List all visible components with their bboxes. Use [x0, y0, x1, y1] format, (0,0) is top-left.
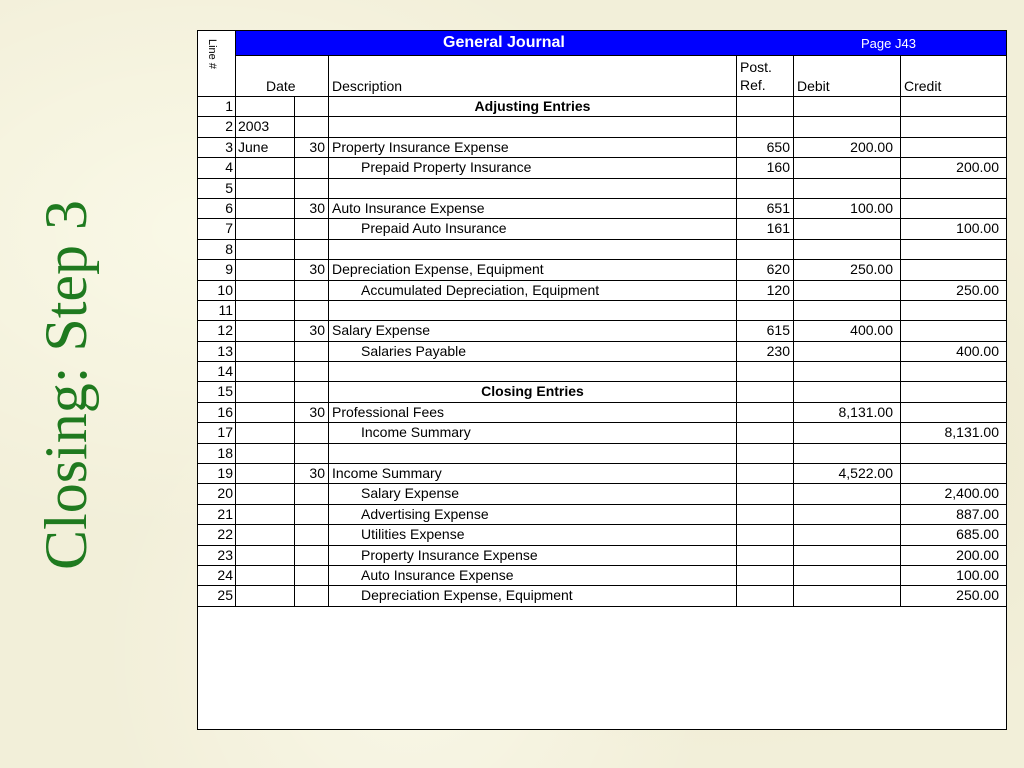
line-number-cell: 23	[198, 546, 236, 565]
credit-cell	[901, 362, 1006, 381]
description-cell: Property Insurance Expense	[329, 138, 737, 157]
journal-row	[198, 423, 1006, 443]
line-number-cell: 6	[198, 199, 236, 218]
journal-row	[198, 199, 1006, 219]
credit-cell: 100.00	[956, 566, 999, 583]
description-cell: Auto Insurance Expense	[329, 566, 737, 585]
date-header	[236, 56, 329, 96]
debit-cell	[794, 342, 901, 361]
post-ref-cell	[737, 403, 794, 422]
credit-cell	[901, 301, 1006, 320]
journal-row	[198, 566, 1006, 586]
day-cell	[295, 382, 329, 401]
line-number-cell: 16	[198, 403, 236, 422]
day-cell	[295, 179, 329, 198]
month-cell	[236, 566, 295, 585]
post-ref-cell	[737, 444, 794, 463]
post-ref-cell: 120	[737, 281, 794, 300]
description-cell: Prepaid Property Insurance	[329, 158, 737, 177]
line-number-cell: 15	[198, 382, 236, 401]
credit-cell	[901, 138, 1006, 157]
post-ref-cell	[737, 484, 794, 503]
credit-cell	[901, 260, 1006, 279]
month-cell	[236, 199, 295, 218]
debit-cell	[794, 219, 901, 238]
line-number-cell: 19	[198, 464, 236, 483]
debit-cell: 200.00	[794, 138, 901, 157]
credit-cell: 200.00	[956, 546, 999, 563]
day-cell: 30	[295, 199, 329, 218]
debit-cell	[794, 281, 901, 300]
post-ref-cell	[737, 546, 794, 565]
line-number-cell: 5	[198, 179, 236, 198]
description-cell: Professional Fees	[329, 403, 737, 422]
month-cell	[236, 403, 295, 422]
line-number-cell: 8	[198, 240, 236, 259]
day-cell: 30	[295, 138, 329, 157]
description-cell	[329, 301, 737, 320]
journal-row	[198, 382, 1006, 402]
line-number-cell: 25	[198, 586, 236, 605]
journal-row	[198, 179, 1006, 199]
credit-cell: 250.00	[956, 281, 999, 298]
description-cell	[329, 444, 737, 463]
line-number-cell: 14	[198, 362, 236, 381]
post-ref-header	[737, 56, 794, 96]
post-ref-cell: 160	[737, 158, 794, 177]
month-cell	[236, 382, 295, 401]
month-cell	[236, 281, 295, 300]
credit-cell: 100.00	[956, 220, 999, 237]
month-cell	[236, 505, 295, 524]
post-ref-cell	[737, 362, 794, 381]
post-ref-cell	[737, 117, 794, 136]
line-number-header-label: Line #	[206, 39, 218, 69]
slide-title: Closing: Step 3	[33, 199, 99, 570]
debit-cell	[794, 423, 901, 442]
credit-cell: 2,400.00	[944, 485, 999, 502]
month-cell	[236, 464, 295, 483]
description-cell	[329, 240, 737, 259]
journal-page: Page J43	[861, 36, 916, 51]
month-cell	[236, 444, 295, 463]
credit-cell	[901, 321, 1006, 340]
month-cell	[236, 158, 295, 177]
journal-row	[198, 240, 1006, 260]
line-number-cell: 22	[198, 525, 236, 544]
line-number-cell: 11	[198, 301, 236, 320]
line-number-cell: 12	[198, 321, 236, 340]
month-cell	[236, 260, 295, 279]
journal-row	[198, 362, 1006, 382]
description-cell: Salaries Payable	[329, 342, 737, 361]
line-number-cell: 13	[198, 342, 236, 361]
month-cell	[236, 97, 295, 116]
description-cell: Closing Entries	[329, 382, 737, 401]
month-cell	[236, 321, 295, 340]
description-cell: Adjusting Entries	[329, 97, 737, 116]
debit-cell	[794, 566, 901, 585]
journal-title: General Journal	[443, 34, 565, 51]
debit-cell	[794, 444, 901, 463]
day-cell	[295, 219, 329, 238]
credit-header	[901, 56, 1006, 96]
post-ref-cell: 651	[737, 199, 794, 218]
line-number-cell: 4	[198, 158, 236, 177]
description-cell	[329, 362, 737, 381]
line-number-cell: 21	[198, 505, 236, 524]
line-number-cell: 10	[198, 281, 236, 300]
credit-header-label: Credit	[904, 78, 942, 94]
description-cell: Prepaid Auto Insurance	[329, 219, 737, 238]
day-cell	[295, 362, 329, 381]
post-ref-cell: 615	[737, 321, 794, 340]
description-cell	[329, 117, 737, 136]
debit-header	[794, 56, 901, 96]
day-cell: 30	[295, 464, 329, 483]
journal-row	[198, 464, 1006, 484]
post-ref-cell	[737, 464, 794, 483]
journal-row	[198, 505, 1006, 525]
date-header-label: Date	[266, 78, 296, 94]
debit-cell: 250.00	[794, 260, 901, 279]
description-cell: Salary Expense	[329, 484, 737, 503]
day-cell	[295, 342, 329, 361]
day-cell: 30	[295, 260, 329, 279]
month-cell: 2003	[236, 117, 295, 136]
journal-row	[198, 138, 1006, 158]
description-cell: Salary Expense	[329, 321, 737, 340]
month-cell	[236, 525, 295, 544]
journal-row	[198, 219, 1006, 239]
post-ref-cell	[737, 301, 794, 320]
post-ref-cell	[737, 505, 794, 524]
post-ref-cell: 650	[737, 138, 794, 157]
credit-cell	[901, 97, 1006, 116]
journal-row	[198, 586, 1006, 606]
journal-row	[198, 546, 1006, 566]
line-number-header	[198, 31, 236, 97]
month-cell: June	[236, 138, 295, 157]
journal-row	[198, 342, 1006, 362]
debit-cell: 400.00	[794, 321, 901, 340]
journal-row	[198, 301, 1006, 321]
debit-cell	[794, 546, 901, 565]
credit-cell	[901, 199, 1006, 218]
month-cell	[236, 179, 295, 198]
debit-cell	[794, 505, 901, 524]
journal-row	[198, 403, 1006, 423]
post-ref-cell: 161	[737, 219, 794, 238]
general-journal	[197, 30, 1007, 730]
journal-row	[198, 281, 1006, 301]
day-cell	[295, 586, 329, 605]
month-cell	[236, 219, 295, 238]
debit-cell	[794, 484, 901, 503]
day-cell	[295, 484, 329, 503]
debit-header-label: Debit	[797, 78, 830, 94]
day-cell	[295, 301, 329, 320]
post-ref-cell	[737, 525, 794, 544]
post-ref-cell	[737, 566, 794, 585]
description-header-label: Description	[332, 78, 403, 94]
credit-cell: 400.00	[956, 342, 999, 359]
debit-cell: 100.00	[794, 199, 901, 218]
description-cell: Income Summary	[329, 464, 737, 483]
credit-cell: 887.00	[956, 505, 999, 522]
month-cell	[236, 342, 295, 361]
month-cell	[236, 423, 295, 442]
credit-cell	[901, 403, 1006, 422]
day-cell	[295, 505, 329, 524]
line-number-cell: 18	[198, 444, 236, 463]
day-cell: 30	[295, 403, 329, 422]
day-cell	[295, 158, 329, 177]
post-ref-cell	[737, 179, 794, 198]
credit-cell	[901, 444, 1006, 463]
debit-cell	[794, 179, 901, 198]
line-number-cell: 1	[198, 97, 236, 116]
day-cell	[295, 444, 329, 463]
credit-cell	[901, 382, 1006, 401]
column-headers	[236, 56, 1006, 97]
journal-rows	[198, 97, 1006, 607]
post-ref-cell	[737, 97, 794, 116]
journal-banner	[236, 31, 1006, 56]
month-cell	[236, 586, 295, 605]
debit-cell	[794, 97, 901, 116]
day-cell	[295, 97, 329, 116]
journal-row	[198, 97, 1006, 117]
post-ref-cell: 620	[737, 260, 794, 279]
day-cell	[295, 423, 329, 442]
day-cell	[295, 240, 329, 259]
month-cell	[236, 301, 295, 320]
credit-cell: 8,131.00	[944, 424, 999, 441]
post-ref-cell	[737, 240, 794, 259]
description-cell: Utilities Expense	[329, 525, 737, 544]
description-cell: Depreciation Expense, Equipment	[329, 260, 737, 279]
day-cell	[295, 525, 329, 544]
debit-cell	[794, 382, 901, 401]
debit-cell: 4,522.00	[794, 464, 901, 483]
description-cell	[329, 179, 737, 198]
day-cell: 30	[295, 321, 329, 340]
line-number-cell: 9	[198, 260, 236, 279]
line-number-cell: 17	[198, 423, 236, 442]
journal-row	[198, 321, 1006, 341]
credit-cell	[901, 117, 1006, 136]
description-cell: Depreciation Expense, Equipment	[329, 586, 737, 605]
description-cell: Income Summary	[329, 423, 737, 442]
journal-row	[198, 158, 1006, 178]
day-cell	[295, 117, 329, 136]
month-cell	[236, 240, 295, 259]
post-ref-cell	[737, 586, 794, 605]
credit-cell: 250.00	[956, 587, 999, 604]
description-header	[329, 56, 737, 96]
day-cell	[295, 546, 329, 565]
post-ref-cell	[737, 423, 794, 442]
debit-cell	[794, 158, 901, 177]
debit-cell	[794, 525, 901, 544]
debit-cell	[794, 240, 901, 259]
post-ref-cell: 230	[737, 342, 794, 361]
post-ref-header-label: Post. Ref.	[740, 59, 772, 93]
credit-cell	[901, 179, 1006, 198]
description-cell: Accumulated Depreciation, Equipment	[329, 281, 737, 300]
journal-row	[198, 484, 1006, 504]
month-cell	[236, 546, 295, 565]
line-number-cell: 3	[198, 138, 236, 157]
month-cell	[236, 484, 295, 503]
post-ref-cell	[737, 382, 794, 401]
debit-cell	[794, 362, 901, 381]
debit-cell	[794, 301, 901, 320]
line-number-cell: 24	[198, 566, 236, 585]
day-cell	[295, 281, 329, 300]
debit-cell	[794, 117, 901, 136]
credit-cell: 685.00	[956, 526, 999, 543]
line-number-cell: 7	[198, 219, 236, 238]
line-number-cell: 20	[198, 484, 236, 503]
description-cell: Advertising Expense	[329, 505, 737, 524]
debit-cell: 8,131.00	[794, 403, 901, 422]
journal-row	[198, 525, 1006, 545]
line-number-cell: 2	[198, 117, 236, 136]
journal-row	[198, 117, 1006, 137]
description-cell: Auto Insurance Expense	[329, 199, 737, 218]
journal-row	[198, 444, 1006, 464]
day-cell	[295, 566, 329, 585]
credit-cell	[901, 464, 1006, 483]
credit-cell: 200.00	[956, 159, 999, 176]
debit-cell	[794, 586, 901, 605]
journal-row	[198, 260, 1006, 280]
month-cell	[236, 362, 295, 381]
description-cell: Property Insurance Expense	[329, 546, 737, 565]
credit-cell	[901, 240, 1006, 259]
